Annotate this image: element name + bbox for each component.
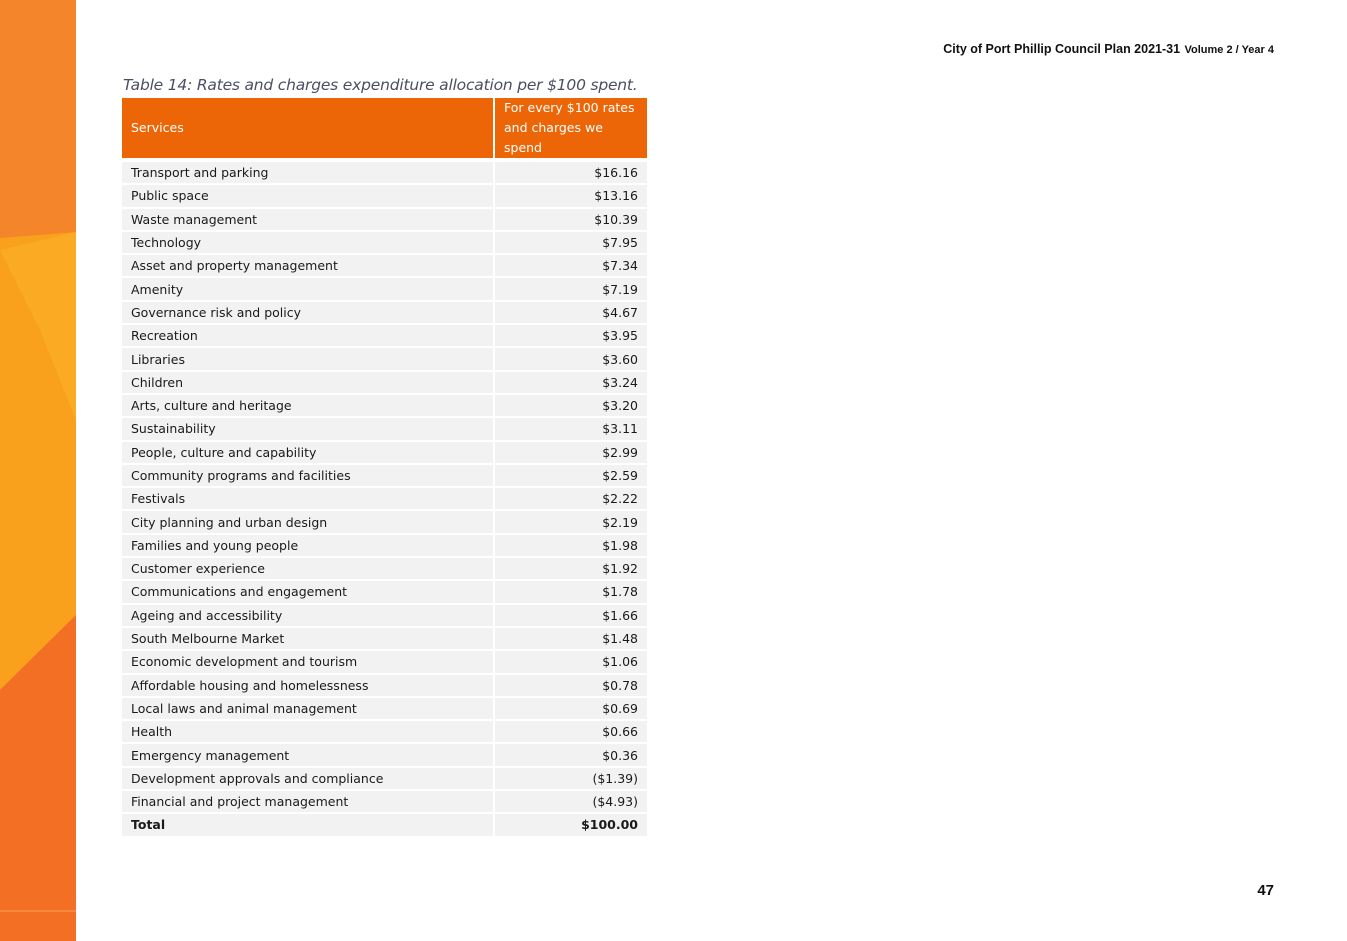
table-row bbox=[122, 277, 647, 300]
service-amount: $0.36 bbox=[494, 743, 647, 766]
table-row bbox=[122, 697, 647, 720]
service-name: Sustainability bbox=[122, 417, 494, 440]
service-name: Governance risk and policy bbox=[122, 301, 494, 324]
table-row bbox=[122, 487, 647, 510]
service-name: People, culture and capability bbox=[122, 441, 494, 464]
service-name: City planning and urban design bbox=[122, 510, 494, 533]
service-name: Asset and property management bbox=[122, 254, 494, 277]
table-row bbox=[122, 231, 647, 254]
service-name: Financial and project management bbox=[122, 790, 494, 813]
table-row bbox=[122, 161, 647, 184]
table-row bbox=[122, 208, 647, 231]
table-row bbox=[122, 674, 647, 697]
service-name: Families and young people bbox=[122, 534, 494, 557]
service-amount: ($4.93) bbox=[494, 790, 647, 813]
table-row bbox=[122, 767, 647, 790]
decorative-side-band bbox=[0, 0, 76, 941]
service-name: Health bbox=[122, 720, 494, 743]
service-amount: $3.60 bbox=[494, 347, 647, 370]
document-header bbox=[943, 40, 1274, 58]
service-amount: ($1.39) bbox=[494, 767, 647, 790]
service-amount: $3.20 bbox=[494, 394, 647, 417]
service-amount: $1.98 bbox=[494, 534, 647, 557]
service-name: Communications and engagement bbox=[122, 580, 494, 603]
service-amount: $7.19 bbox=[494, 277, 647, 300]
service-amount: $1.78 bbox=[494, 580, 647, 603]
service-name: Local laws and animal management bbox=[122, 697, 494, 720]
service-name: Recreation bbox=[122, 324, 494, 347]
service-amount: $3.95 bbox=[494, 324, 647, 347]
total-amount: $100.00 bbox=[494, 813, 647, 836]
table-row bbox=[122, 347, 647, 370]
table-row bbox=[122, 557, 647, 580]
service-name: Customer experience bbox=[122, 557, 494, 580]
service-name: Festivals bbox=[122, 487, 494, 510]
service-name: Development approvals and compliance bbox=[122, 767, 494, 790]
service-name: Ageing and accessibility bbox=[122, 604, 494, 627]
service-amount: $0.66 bbox=[494, 720, 647, 743]
table-row bbox=[122, 417, 647, 440]
table-row bbox=[122, 464, 647, 487]
table-row bbox=[122, 184, 647, 207]
table-row bbox=[122, 534, 647, 557]
service-name: Community programs and facilities bbox=[122, 464, 494, 487]
service-name: Arts, culture and heritage bbox=[122, 394, 494, 417]
table-row bbox=[122, 604, 647, 627]
table-row bbox=[122, 510, 647, 533]
service-amount: $1.66 bbox=[494, 604, 647, 627]
service-amount: $1.92 bbox=[494, 557, 647, 580]
table-header-row bbox=[122, 98, 647, 158]
service-amount: $10.39 bbox=[494, 208, 647, 231]
table-row bbox=[122, 394, 647, 417]
table-row bbox=[122, 324, 647, 347]
table-row bbox=[122, 301, 647, 324]
table-row bbox=[122, 743, 647, 766]
table-row bbox=[122, 627, 647, 650]
service-amount: $2.19 bbox=[494, 510, 647, 533]
service-name: Economic development and tourism bbox=[122, 650, 494, 673]
table-row bbox=[122, 720, 647, 743]
table-row bbox=[122, 650, 647, 673]
column-header-amount: For every $100 rates and charges we spend bbox=[494, 98, 647, 158]
service-amount: $0.78 bbox=[494, 674, 647, 697]
service-amount: $1.48 bbox=[494, 627, 647, 650]
service-name: Affordable housing and homelessness bbox=[122, 674, 494, 697]
service-amount: $1.06 bbox=[494, 650, 647, 673]
service-name: Public space bbox=[122, 184, 494, 207]
service-amount: $3.11 bbox=[494, 417, 647, 440]
service-name: Amenity bbox=[122, 277, 494, 300]
service-name: Emergency management bbox=[122, 743, 494, 766]
service-name: Waste management bbox=[122, 208, 494, 231]
table-caption: Table 14: Rates and charges expenditure allocation per $100 spent. bbox=[123, 76, 638, 94]
total-label: Total bbox=[122, 813, 494, 836]
service-name: Children bbox=[122, 371, 494, 394]
service-name: Technology bbox=[122, 231, 494, 254]
service-amount: $7.95 bbox=[494, 231, 647, 254]
service-amount: $2.59 bbox=[494, 464, 647, 487]
side-band-graphic bbox=[0, 0, 76, 941]
table-total-row bbox=[122, 813, 647, 836]
table-body bbox=[122, 161, 647, 837]
table-row bbox=[122, 580, 647, 603]
table-row bbox=[122, 441, 647, 464]
service-amount: $3.24 bbox=[494, 371, 647, 394]
table-row bbox=[122, 254, 647, 277]
service-name: Transport and parking bbox=[122, 161, 494, 184]
table-row bbox=[122, 790, 647, 813]
service-amount: $2.22 bbox=[494, 487, 647, 510]
service-amount: $0.69 bbox=[494, 697, 647, 720]
service-amount: $16.16 bbox=[494, 161, 647, 184]
service-amount: $4.67 bbox=[494, 301, 647, 324]
service-amount: $13.16 bbox=[494, 184, 647, 207]
service-amount: $7.34 bbox=[494, 254, 647, 277]
service-amount: $2.99 bbox=[494, 441, 647, 464]
page-number: 47 bbox=[1257, 882, 1274, 899]
table-row bbox=[122, 371, 647, 394]
document-title: City of Port Phillip Council Plan 2021-31 bbox=[943, 42, 1181, 56]
document-volume: Volume 2 / Year 4 bbox=[1184, 44, 1274, 56]
column-header-services: Services bbox=[122, 98, 494, 158]
service-name: South Melbourne Market bbox=[122, 627, 494, 650]
expenditure-table bbox=[122, 98, 647, 838]
service-name: Libraries bbox=[122, 347, 494, 370]
